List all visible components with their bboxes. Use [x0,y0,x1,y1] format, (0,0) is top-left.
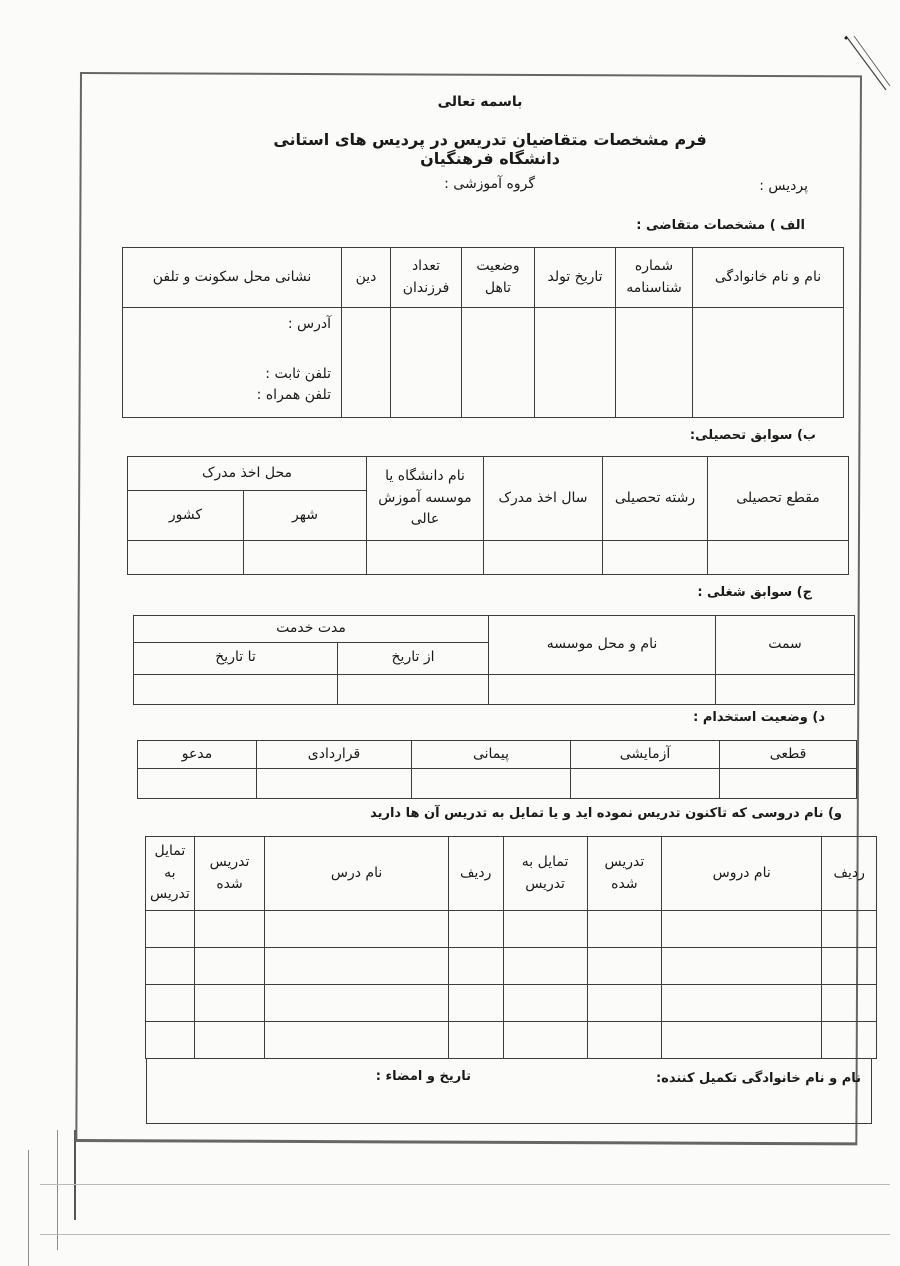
input-row-number[interactable] [448,948,503,985]
section-c-heading: ج) سوابق شغلی : [697,585,812,600]
col-to-date: تا تاریخ [134,642,338,674]
checkbox-contractual-fixed[interactable] [412,769,571,799]
course-row [146,948,877,985]
input-taught[interactable] [587,985,661,1022]
input-row-number[interactable] [822,985,877,1022]
input-full-name[interactable] [693,308,844,418]
input-taught[interactable] [194,948,265,985]
input-degree-level[interactable] [708,541,849,575]
form-title: فرم مشخصات متقاضیان تدریس در پردیس های استانی دانشگاه فرهنگیان [273,130,707,168]
checkbox-invited[interactable] [138,769,257,799]
input-institution[interactable] [489,674,716,704]
input-willing[interactable] [503,1022,587,1059]
input-country[interactable] [128,541,244,575]
course-row [146,911,877,948]
input-row-number[interactable] [822,1022,877,1059]
section-d-heading: د) وضعیت استخدام : [693,710,825,725]
input-address-phone[interactable] [123,308,342,418]
input-willing[interactable] [146,1022,195,1059]
col-children-count: تعداد فرزندان [391,248,462,308]
col-from-date: از تاریخ [338,642,489,674]
landline-label: تلفن ثابت : [265,365,331,382]
input-row-number[interactable] [822,911,877,948]
scan-artifact-vertical-3 [74,1130,76,1220]
input-willing[interactable] [503,985,587,1022]
checkbox-probationary[interactable] [571,769,720,799]
address-label: آدرس : [287,316,331,332]
col-willing-1: تمایل به تدریس [503,837,587,911]
input-taught[interactable] [587,1022,661,1059]
col-taught-2: تدریس شده [194,837,265,911]
scan-artifact-horizontal-1 [40,1184,890,1185]
basmala-heading: باسمه تعالی [437,94,523,110]
col-graduation-year: سال اخذ مدرک [484,457,603,541]
col-taught-1: تدریس شده [587,837,661,911]
section-a-heading: الف ) مشخصات متقاضی : [636,218,805,233]
col-course-names: نام دروس [662,837,822,911]
input-id-number[interactable] [616,308,693,418]
col-university-name: نام دانشگاه یا موسسه آموزش عالی [367,457,484,541]
input-course-name[interactable] [265,985,449,1022]
col-id-number: شماره شناسنامه [616,248,693,308]
col-contractual-fixed: پیمانی [412,741,571,769]
input-graduation-year[interactable] [484,541,603,575]
checkbox-contract[interactable] [257,769,412,799]
campus-label: پردیس : [759,178,808,194]
input-taught[interactable] [587,948,661,985]
input-taught[interactable] [194,985,265,1022]
employment-status-table [137,740,857,799]
input-course-name[interactable] [662,985,822,1022]
col-institution: نام و محل موسسه [489,616,716,675]
input-marital-status[interactable] [462,308,535,418]
course-row [146,985,877,1022]
col-religion: دین [342,248,391,308]
input-taught[interactable] [194,911,265,948]
input-children-count[interactable] [391,308,462,418]
col-country: کشور [128,491,244,541]
input-willing[interactable] [503,948,587,985]
col-contract: قراردادی [257,741,412,769]
course-row [146,1022,877,1059]
work-history-table [133,615,855,705]
input-row-number[interactable] [822,948,877,985]
input-row-number[interactable] [448,1022,503,1059]
input-field-of-study[interactable] [603,541,708,575]
date-signature-label: تاریخ و امضاء : [375,1069,471,1084]
input-row-number[interactable] [448,985,503,1022]
courses-table [145,836,877,1059]
col-birth-date: تاریخ تولد [535,248,616,308]
input-city[interactable] [244,541,367,575]
input-willing[interactable] [146,911,195,948]
col-city: شهر [244,491,367,541]
input-willing[interactable] [503,911,587,948]
col-full-name: نام و نام خانوادگی [693,248,844,308]
scan-artifact-vertical-2 [57,1130,58,1250]
col-permanent: قطعی [720,741,857,769]
checkbox-permanent[interactable] [720,769,857,799]
mobile-label: تلفن همراه : [256,387,331,404]
input-willing[interactable] [146,985,195,1022]
section-e-heading: و) نام دروسی که تاکنون تدریس نموده اید و یا تمایل به تدریس آن ها دارید [370,806,842,821]
input-willing[interactable] [146,948,195,985]
input-course-name[interactable] [265,911,449,948]
col-degree-level: مقطع تحصیلی [708,457,849,541]
col-marital-status: وضعیت تاهل [462,248,535,308]
col-row-number-2: ردیف [448,837,503,911]
col-service-period: مدت خدمت [134,616,489,643]
input-from-date[interactable] [338,674,489,704]
col-degree-location: محل اخذ مدرک [128,457,367,491]
filler-name-label: نام و نام خانوادگی تکمیل کننده: [655,1071,861,1086]
input-row-number[interactable] [448,911,503,948]
col-row-number-1: ردیف [822,837,877,911]
col-address-phone: نشانی محل سکونت و تلفن [123,248,342,308]
input-taught[interactable] [587,911,661,948]
input-course-name[interactable] [265,948,449,985]
input-course-name[interactable] [662,948,822,985]
col-course-name: نام درس [265,837,449,911]
col-invited: مدعو [138,741,257,769]
col-position: سمت [716,616,855,675]
input-birth-date[interactable] [535,308,616,418]
input-religion[interactable] [342,308,391,418]
scan-artifact-horizontal-2 [40,1234,890,1235]
input-course-name[interactable] [662,911,822,948]
education-history-table [127,456,849,575]
input-course-name[interactable] [265,1022,449,1059]
input-university-name[interactable] [367,541,484,575]
col-probationary: آزمایشی [571,741,720,769]
applicant-info-table [122,247,844,418]
input-position[interactable] [716,674,855,704]
col-willing-2: تمایل به تدریس [146,837,195,911]
signature-box[interactable] [146,1058,872,1124]
input-to-date[interactable] [134,674,338,704]
col-field-of-study: رشته تحصیلی [603,457,708,541]
section-b-heading: ب) سوابق تحصیلی: [689,428,816,443]
input-taught[interactable] [194,1022,265,1059]
department-label: گروه آموزشی : [444,176,535,192]
scan-artifact-vertical-1 [28,1150,29,1266]
input-course-name[interactable] [662,1022,822,1059]
